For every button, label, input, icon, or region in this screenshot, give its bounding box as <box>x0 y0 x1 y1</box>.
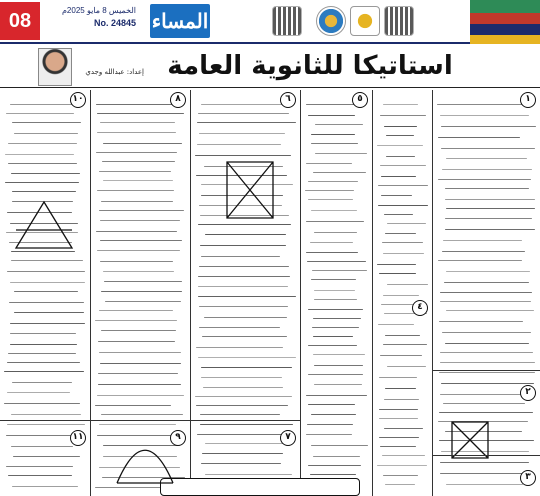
question-number-badge: ١٠ <box>70 92 86 108</box>
handwritten-line <box>10 333 76 334</box>
handwritten-line <box>383 475 418 476</box>
handwritten-line <box>445 199 535 200</box>
handwritten-line <box>382 242 423 243</box>
books-decoration-icon <box>470 0 540 44</box>
handwritten-line <box>445 218 532 219</box>
handwritten-line <box>311 445 368 446</box>
handwritten-line <box>438 137 520 138</box>
diagram-sketch <box>115 440 175 485</box>
handwritten-line <box>377 264 416 265</box>
page-title: استاتيكا للثانوية العامة <box>167 51 453 81</box>
handwritten-line <box>315 124 363 125</box>
handwritten-line <box>98 384 181 385</box>
handwritten-line <box>383 344 427 345</box>
question-number-badge: ٥ <box>352 92 368 108</box>
handwritten-line <box>8 353 76 354</box>
handwritten-line <box>98 341 175 342</box>
handwritten-line <box>311 279 356 280</box>
handwritten-line <box>441 148 535 149</box>
handwritten-line <box>446 484 522 485</box>
handwritten-line <box>307 424 353 425</box>
handwritten-line <box>97 132 176 133</box>
handwritten-line <box>99 424 176 425</box>
handwritten-line <box>441 126 536 127</box>
handwritten-line <box>385 335 420 336</box>
question-number-badge: ٧ <box>280 430 296 446</box>
handwritten-line <box>386 135 414 136</box>
section-divider <box>432 455 540 456</box>
handwritten-line <box>383 253 424 254</box>
section-divider <box>432 370 540 371</box>
handwritten-line <box>379 273 416 274</box>
diagram-sketch <box>450 420 490 460</box>
handwritten-line <box>311 414 356 415</box>
handwritten-line <box>205 234 286 235</box>
handwritten-line <box>385 233 416 234</box>
handwritten-line <box>384 399 419 400</box>
handwritten-line <box>387 223 426 224</box>
handwritten-column <box>300 90 372 496</box>
handwritten-line <box>445 188 529 189</box>
handwritten-line <box>441 383 534 384</box>
handwritten-line <box>310 474 356 475</box>
handwritten-line <box>97 190 175 191</box>
handwritten-line <box>13 456 80 457</box>
handwritten-line <box>383 104 419 105</box>
handwritten-line <box>381 304 413 305</box>
handwritten-line <box>96 231 177 232</box>
handwritten-line <box>384 428 423 429</box>
section-divider <box>90 420 190 421</box>
handwritten-line <box>198 296 296 297</box>
handwritten-line <box>387 284 428 285</box>
handwritten-line <box>4 371 84 372</box>
handwritten-line <box>14 312 85 313</box>
handwritten-line <box>378 324 413 325</box>
handwritten-line <box>440 362 535 363</box>
handwritten-line <box>101 330 176 331</box>
handwritten-line <box>98 373 178 374</box>
handwritten-line <box>439 412 533 413</box>
handwritten-line <box>442 169 532 170</box>
handwritten-line <box>440 352 533 353</box>
handwritten-line <box>5 154 73 155</box>
handwritten-line <box>313 318 361 319</box>
handwritten-line <box>202 453 283 454</box>
handwritten-line <box>201 104 284 105</box>
handwritten-line <box>308 404 355 405</box>
handwritten-line <box>100 363 181 364</box>
handwritten-line <box>12 122 81 123</box>
handwritten-line <box>102 161 176 162</box>
handwritten-line <box>199 266 289 267</box>
handwritten-line <box>440 301 531 302</box>
handwritten-line <box>308 181 358 182</box>
handwritten-line <box>10 344 77 345</box>
qr-code-icon <box>384 6 414 36</box>
handwritten-line <box>378 185 428 186</box>
handwritten-line <box>443 240 522 241</box>
handwritten-line <box>101 291 182 292</box>
handwritten-line <box>10 323 84 324</box>
handwritten-line <box>314 232 357 233</box>
handwritten-line <box>308 374 364 375</box>
handwritten-line <box>438 179 531 180</box>
handwritten-line <box>378 205 428 206</box>
question-number-badge: ٣ <box>520 470 536 486</box>
handwritten-line <box>439 321 524 322</box>
handwritten-line <box>97 395 184 396</box>
handwritten-line <box>7 271 85 272</box>
handwritten-line <box>379 377 417 378</box>
masthead-logo: المساء <box>150 4 210 38</box>
author-photo <box>38 48 72 86</box>
qr-code-icon <box>272 6 302 36</box>
handwritten-line <box>12 486 77 487</box>
issue-date: الخميس 8 مايو 2025م <box>61 6 136 15</box>
handwritten-line <box>379 418 418 419</box>
handwritten-line <box>95 405 170 406</box>
handwritten-line <box>97 250 181 251</box>
handwritten-line <box>198 113 289 114</box>
award-icon <box>350 6 380 36</box>
handwritten-line <box>103 143 181 144</box>
handwritten-line <box>305 190 354 191</box>
handwritten-line <box>203 387 283 388</box>
handwritten-line <box>101 414 183 415</box>
handwritten-line <box>99 210 183 211</box>
handwritten-line <box>313 336 353 337</box>
handwritten-line <box>8 475 72 476</box>
handwritten-line <box>314 290 355 291</box>
handwritten-line <box>446 158 527 159</box>
handwritten-line <box>306 221 364 222</box>
handwritten-line <box>384 214 413 215</box>
handwritten-line <box>385 388 416 389</box>
question-number-badge: ٦ <box>280 92 296 108</box>
handwritten-line <box>6 466 73 467</box>
handwritten-line <box>445 343 529 344</box>
question-number-badge: ٩ <box>170 430 186 446</box>
handwritten-line <box>199 327 280 328</box>
handwritten-line <box>101 201 173 202</box>
handwritten-line <box>313 172 366 173</box>
handwritten-line <box>7 362 80 363</box>
handwritten-line <box>379 409 418 410</box>
section-divider <box>0 420 90 421</box>
handwritten-line <box>100 261 172 262</box>
handwritten-line <box>440 292 532 293</box>
handwritten-line <box>96 152 178 153</box>
handwritten-line <box>202 336 287 337</box>
handwritten-line <box>197 122 295 123</box>
handwritten-line <box>446 310 534 311</box>
handwritten-line <box>306 104 357 105</box>
handwritten-line <box>205 443 292 444</box>
handwritten-line <box>196 347 283 348</box>
handwritten-line <box>440 115 529 116</box>
handwritten-line <box>197 434 291 435</box>
handwritten-line <box>439 372 535 373</box>
section-divider <box>190 420 300 421</box>
handwritten-line <box>195 396 292 397</box>
handwritten-line <box>382 455 425 456</box>
handwritten-line <box>14 291 79 292</box>
handwritten-line <box>437 104 527 105</box>
diagram-sketch <box>14 200 74 250</box>
handwritten-line <box>4 403 80 404</box>
byline: إعداد: عبدالله وجدي <box>85 68 144 76</box>
handwritten-line <box>198 224 291 225</box>
handwritten-line <box>377 145 422 146</box>
handwritten-line <box>308 199 353 200</box>
handwritten-column <box>372 90 432 496</box>
handwritten-line <box>381 195 412 196</box>
handwritten-line <box>97 113 184 114</box>
handwritten-line <box>381 176 416 177</box>
handwritten-line <box>11 251 75 252</box>
handwritten-line <box>11 260 83 261</box>
handwritten-line <box>95 320 177 321</box>
handwritten-line <box>311 143 357 144</box>
handwritten-line <box>312 270 366 271</box>
handwritten-line <box>199 306 288 307</box>
handwritten-line <box>385 484 415 485</box>
issue-number: No. 24845 <box>93 18 136 28</box>
handwritten-line <box>306 163 353 164</box>
handwritten-line <box>314 299 357 300</box>
handwritten-line <box>311 210 357 211</box>
handwritten-line <box>11 173 80 174</box>
handwritten-line <box>96 104 172 105</box>
handwritten-line <box>7 424 85 425</box>
header-bar <box>0 0 540 44</box>
handwritten-line <box>105 301 182 302</box>
handwritten-line <box>99 310 172 311</box>
handwritten-line <box>379 437 419 438</box>
handwritten-line <box>7 392 70 393</box>
handwritten-line <box>6 113 74 114</box>
question-number-badge: ٨ <box>170 92 186 108</box>
handwritten-line <box>380 446 417 447</box>
handwritten-line <box>444 282 530 283</box>
handwritten-line <box>99 352 181 353</box>
handwritten-line <box>440 394 532 395</box>
handwritten-line <box>306 395 367 396</box>
handwritten-line <box>306 252 358 253</box>
handwritten-line <box>99 171 171 172</box>
handwritten-line <box>310 242 352 243</box>
handwritten-line <box>442 251 525 252</box>
handwritten-line <box>307 261 366 262</box>
handwritten-line <box>200 424 293 425</box>
question-number-badge: ٢ <box>520 385 536 401</box>
handwritten-line <box>387 366 426 367</box>
handwritten-line <box>315 153 367 154</box>
footer-caption-box <box>160 478 360 496</box>
handwritten-line <box>5 182 80 183</box>
handwritten-line <box>12 191 76 192</box>
handwritten-line <box>11 446 74 447</box>
handwritten-line <box>104 281 181 282</box>
handwritten-line <box>440 473 526 474</box>
handwritten-line <box>313 354 365 355</box>
handwritten-line <box>196 405 288 406</box>
date-block <box>46 6 136 28</box>
question-number-badge: ١١ <box>70 430 86 446</box>
handwritten-line <box>97 435 175 436</box>
handwritten-line <box>12 382 72 383</box>
handwritten-line <box>201 377 282 378</box>
handwritten-line <box>312 327 359 328</box>
handwritten-line <box>197 144 280 145</box>
handwritten-line <box>442 332 530 333</box>
handwritten-line <box>198 276 290 277</box>
question-number-badge: ١ <box>520 92 536 108</box>
handwritten-line <box>308 309 363 310</box>
handwritten-line <box>10 104 71 105</box>
handwritten-line <box>446 208 535 209</box>
handwritten-line <box>100 240 182 241</box>
handwritten-line <box>313 456 360 457</box>
handwritten-line <box>380 355 422 356</box>
handwritten-line <box>308 345 356 346</box>
handwritten-line <box>100 220 180 221</box>
handwritten-line <box>445 229 535 230</box>
handwritten-line <box>204 317 287 318</box>
handwritten-line <box>438 260 522 261</box>
handwritten-line <box>311 134 355 135</box>
handwritten-line <box>195 155 291 156</box>
diagram-sketch <box>225 160 275 220</box>
handwritten-line <box>443 403 525 404</box>
handwritten-line <box>380 165 426 166</box>
page-number-badge: 08 <box>0 2 40 40</box>
handwritten-line <box>446 271 530 272</box>
handwritten-line <box>9 302 85 303</box>
handwritten-line <box>205 474 292 475</box>
handwritten-line <box>383 295 419 296</box>
handwritten-line <box>198 286 288 287</box>
handwritten-line <box>386 156 415 157</box>
handwritten-line <box>201 256 280 257</box>
title-banner <box>0 46 540 88</box>
handwritten-line <box>201 463 281 464</box>
logo-icon <box>316 6 346 36</box>
handwritten-line <box>306 434 352 435</box>
handwritten-line <box>314 365 363 366</box>
handwritten-line <box>100 122 175 123</box>
handwritten-line <box>198 357 295 358</box>
handwritten-line <box>103 271 174 272</box>
handwritten-line <box>308 115 356 116</box>
handwritten-line <box>380 115 426 116</box>
handwritten-line <box>377 465 427 466</box>
handwritten-line <box>199 133 285 134</box>
handwritten-line <box>103 180 173 181</box>
handwritten-line <box>8 143 76 144</box>
handwritten-line <box>10 282 86 283</box>
handwritten-line <box>384 126 417 127</box>
question-number-badge: ٤ <box>412 300 428 316</box>
handwritten-line <box>8 163 77 164</box>
handwritten-line <box>440 462 529 463</box>
handwritten-line <box>201 367 291 368</box>
handwritten-line <box>14 133 78 134</box>
handwritten-line <box>314 384 362 385</box>
handwritten-line <box>308 465 361 466</box>
handwritten-line <box>11 414 80 415</box>
handwritten-line <box>200 414 280 415</box>
handwritten-line <box>200 245 286 246</box>
